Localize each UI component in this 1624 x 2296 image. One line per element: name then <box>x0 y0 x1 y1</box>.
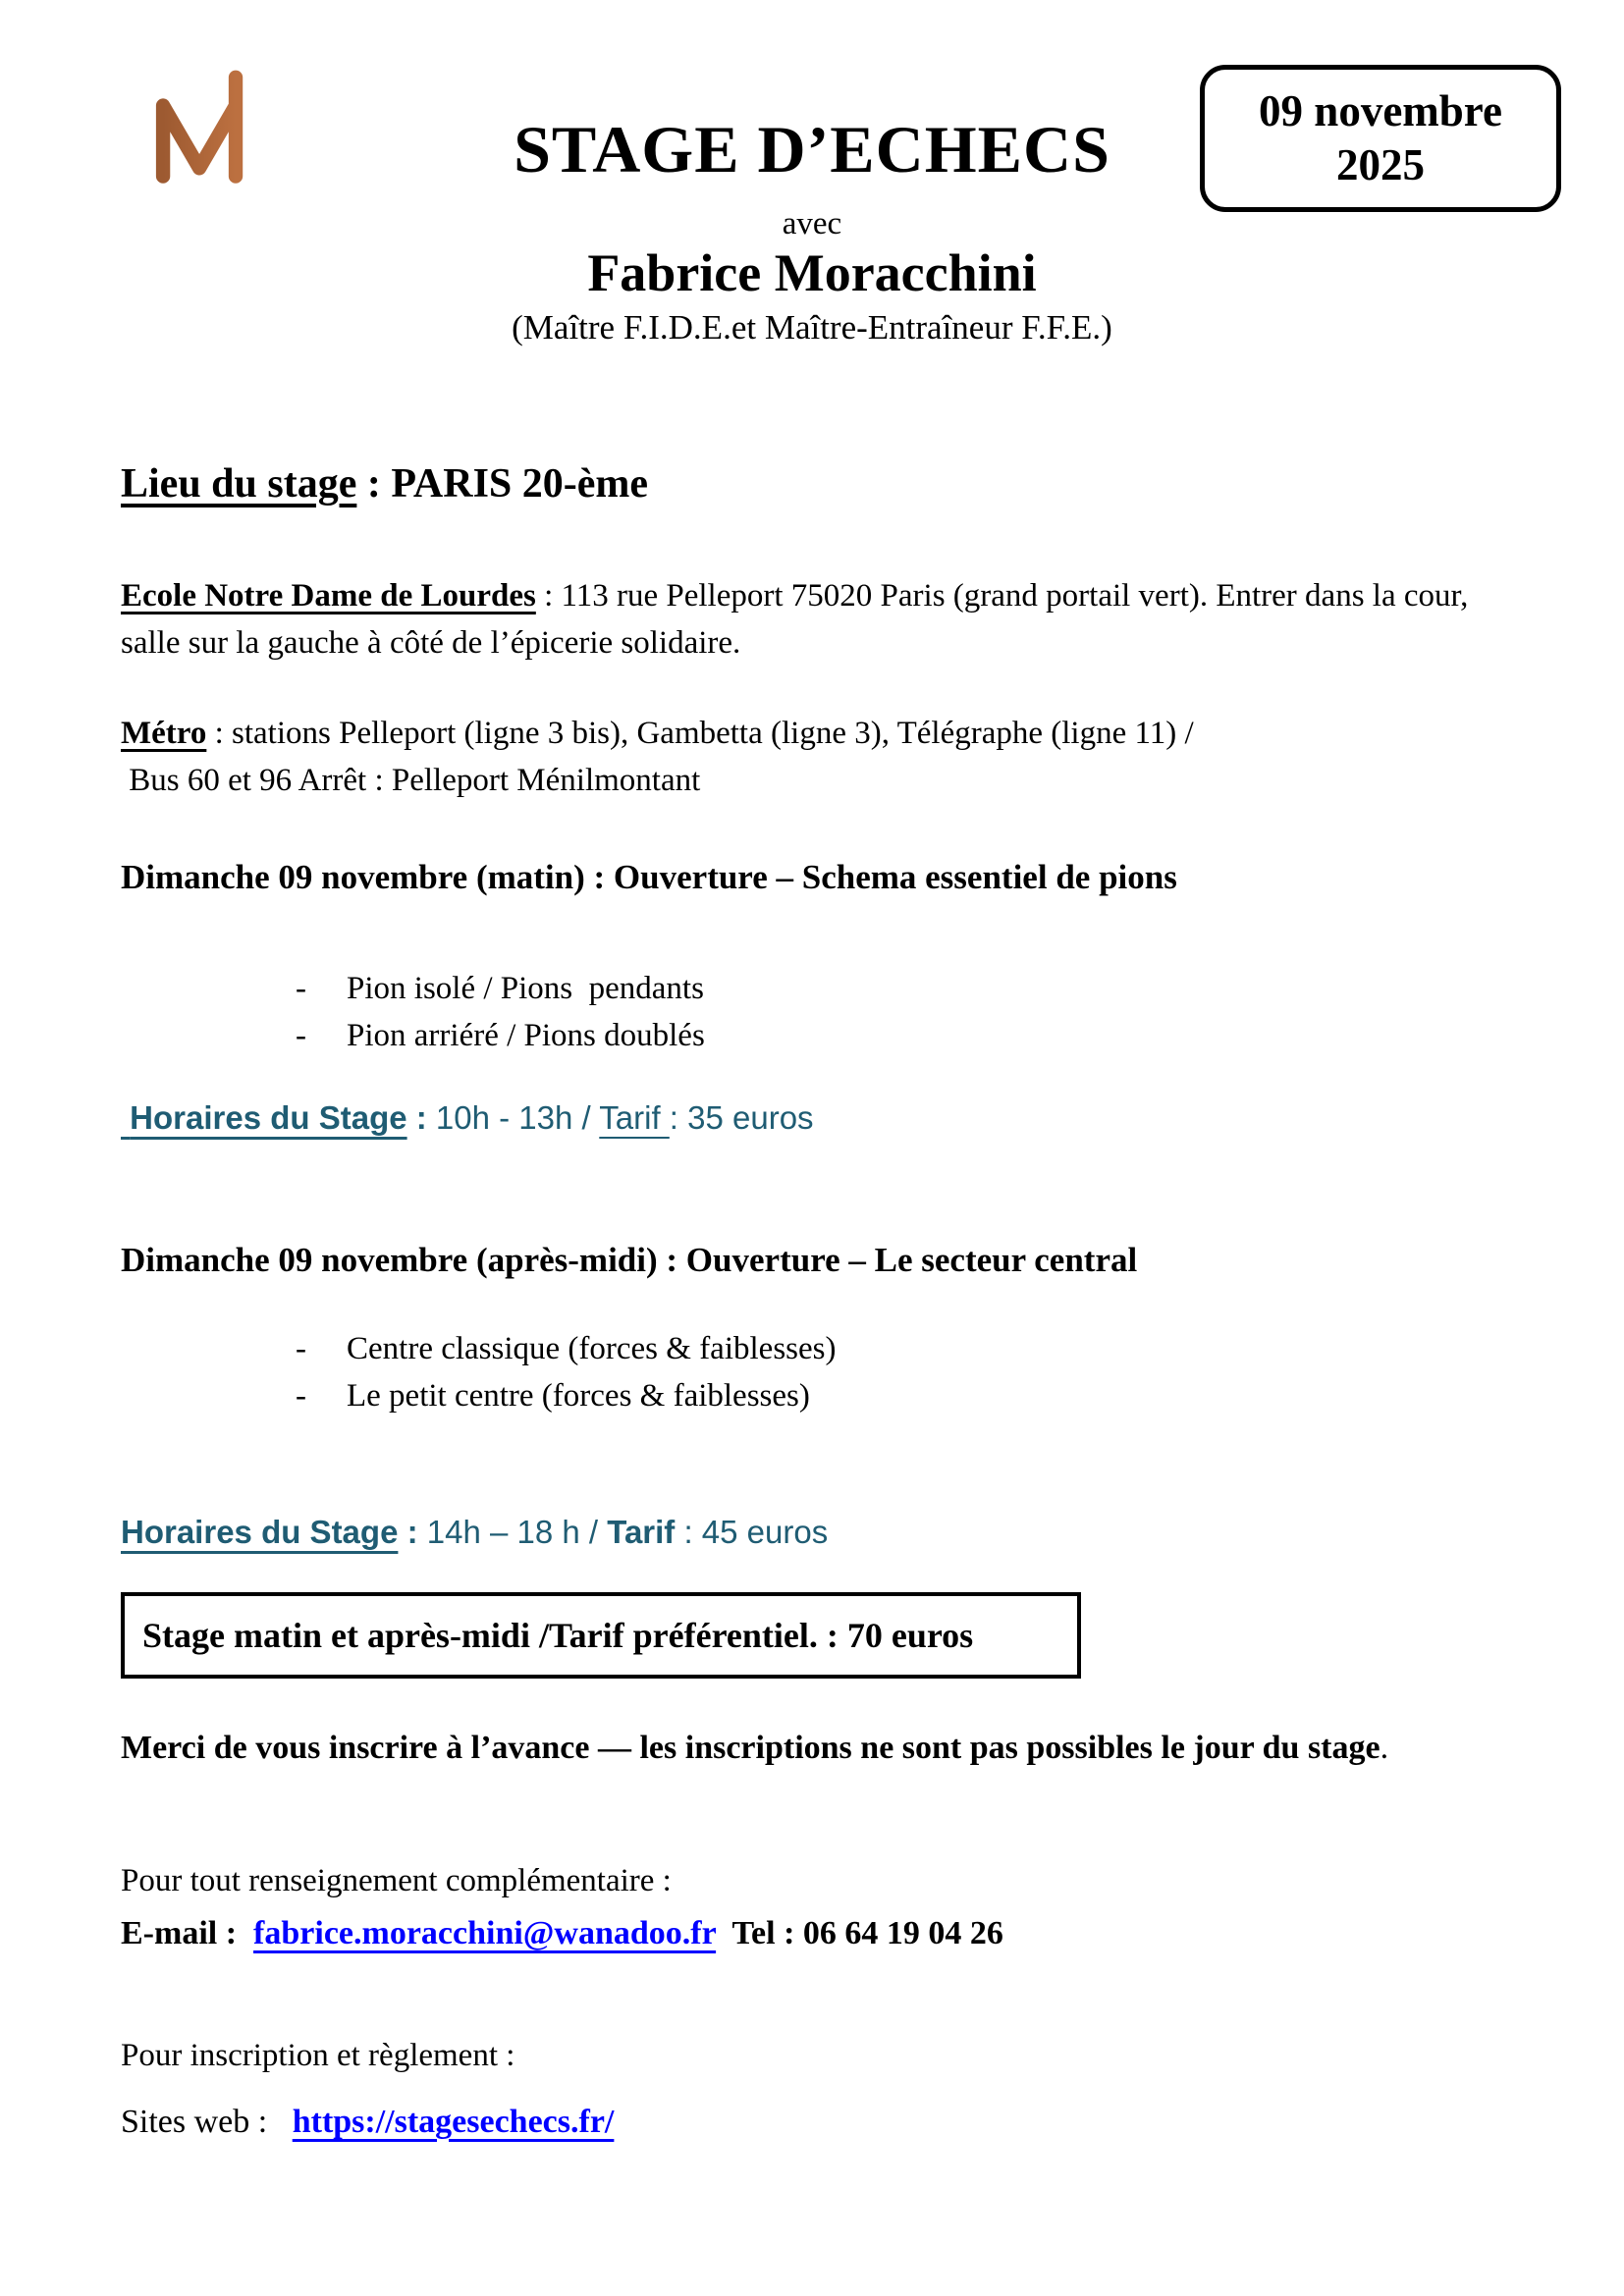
hours-value: 10h - 13h / <box>435 1099 600 1136</box>
notice-period: . <box>1380 1730 1389 1766</box>
page-title: STAGE D’ECHECS <box>514 112 1110 187</box>
sites-label: Sites web : <box>121 2104 293 2140</box>
location-heading <box>121 459 1519 508</box>
session1-topics <box>121 965 1624 1059</box>
tel-text: Tel : 06 64 19 04 26 <box>716 1915 1003 1951</box>
school-name: Ecole Notre Dame de Lourdes <box>121 578 536 614</box>
date-box <box>1200 65 1561 212</box>
session1-hours-line <box>121 1097 1519 1140</box>
hours-label: Horaires du Stage <box>121 1099 407 1136</box>
instructor-credentials: (Maître F.I.D.E.et Maître-Entraîneur F.F.E.) <box>512 308 1112 347</box>
topic-text: Centre classique (forces & faiblesses) <box>347 1331 837 1366</box>
website-link[interactable]: https://stagesechecs.fr/ <box>292 2104 615 2140</box>
email-line <box>121 1912 1519 1955</box>
metro-label: Métro <box>121 716 207 751</box>
instructor-name: Fabrice Moracchini <box>587 243 1037 302</box>
location-label: Lieu du stage <box>121 461 357 507</box>
location-sep: : <box>356 461 392 507</box>
session2-hours-line <box>121 1512 1519 1554</box>
bullet-dash: - <box>296 1331 306 1366</box>
email-link[interactable]: fabrice.moracchini@wanadoo.fr <box>253 1915 717 1951</box>
registration-line: Pour inscription et règlement : <box>121 2038 515 2073</box>
location-value: PARIS 20-ème <box>391 461 649 507</box>
hours-value: 14h – 18 h / <box>426 1514 608 1550</box>
with-label: avec <box>782 206 842 241</box>
date-line1: 09 novembre <box>1259 86 1502 136</box>
bus-line: Bus 60 et 96 Arrêt : Pelleport Ménilmontant <box>121 763 701 798</box>
list-item <box>296 965 1624 1012</box>
list-item <box>296 1012 1624 1059</box>
session2-topics <box>121 1325 1624 1419</box>
combined-price-box <box>121 1592 1081 1679</box>
topic-text: Pion arriéré / Pions doublés <box>347 1018 705 1053</box>
session1-title: Dimanche 09 novembre (matin) : Ouverture – Schema essentiel de pions <box>121 858 1177 896</box>
info-line: Pour tout renseignement complémentaire : <box>121 1863 672 1898</box>
tarif-value: : 45 euros <box>675 1514 829 1550</box>
hours-sep: : <box>406 1099 436 1136</box>
school-paragraph <box>121 572 1519 667</box>
metro-stations: : stations Pelleport (ligne 3 bis), Gambetta (ligne 3), Télégraphe (ligne 11) / <box>206 716 1194 751</box>
tarif-label: Tarif <box>599 1099 670 1136</box>
metro-paragraph <box>121 710 1519 804</box>
topic-text: Le petit centre (forces & faiblesses) <box>347 1378 810 1414</box>
hours-label: Horaires du Stage <box>121 1514 399 1550</box>
tarif-value: : 35 euros <box>669 1099 814 1136</box>
tarif-label: Tarif <box>607 1514 676 1550</box>
notice-text: Merci de vous inscrire à l’avance — les inscriptions ne sont pas possibles le jour du stage <box>121 1730 1380 1766</box>
hours-sep: : <box>398 1514 427 1550</box>
list-item <box>296 1372 1624 1419</box>
session2-title: Dimanche 09 novembre (après-midi) : Ouverture – Le secteur central <box>121 1241 1138 1279</box>
topic-text: Pion isolé / Pions pendants <box>347 971 704 1006</box>
sites-line <box>121 2101 1519 2144</box>
list-item <box>296 1325 1624 1372</box>
registration-notice <box>121 1724 1519 1773</box>
email-label: E-mail : <box>121 1915 254 1951</box>
combined-price-text: Stage matin et après-midi /Tarif préférentiel. : 70 euros <box>142 1616 974 1655</box>
bullet-dash: - <box>296 971 306 1006</box>
bullet-dash: - <box>296 1018 306 1053</box>
bullet-dash: - <box>296 1378 306 1414</box>
date-line2: 2025 <box>1336 140 1425 189</box>
school-address: : 113 rue Pelleport 75020 Paris (grand portail vert). Entrer dans la cour, salle sur la gauche à côté de l’épicerie solidaire. <box>121 578 1477 661</box>
